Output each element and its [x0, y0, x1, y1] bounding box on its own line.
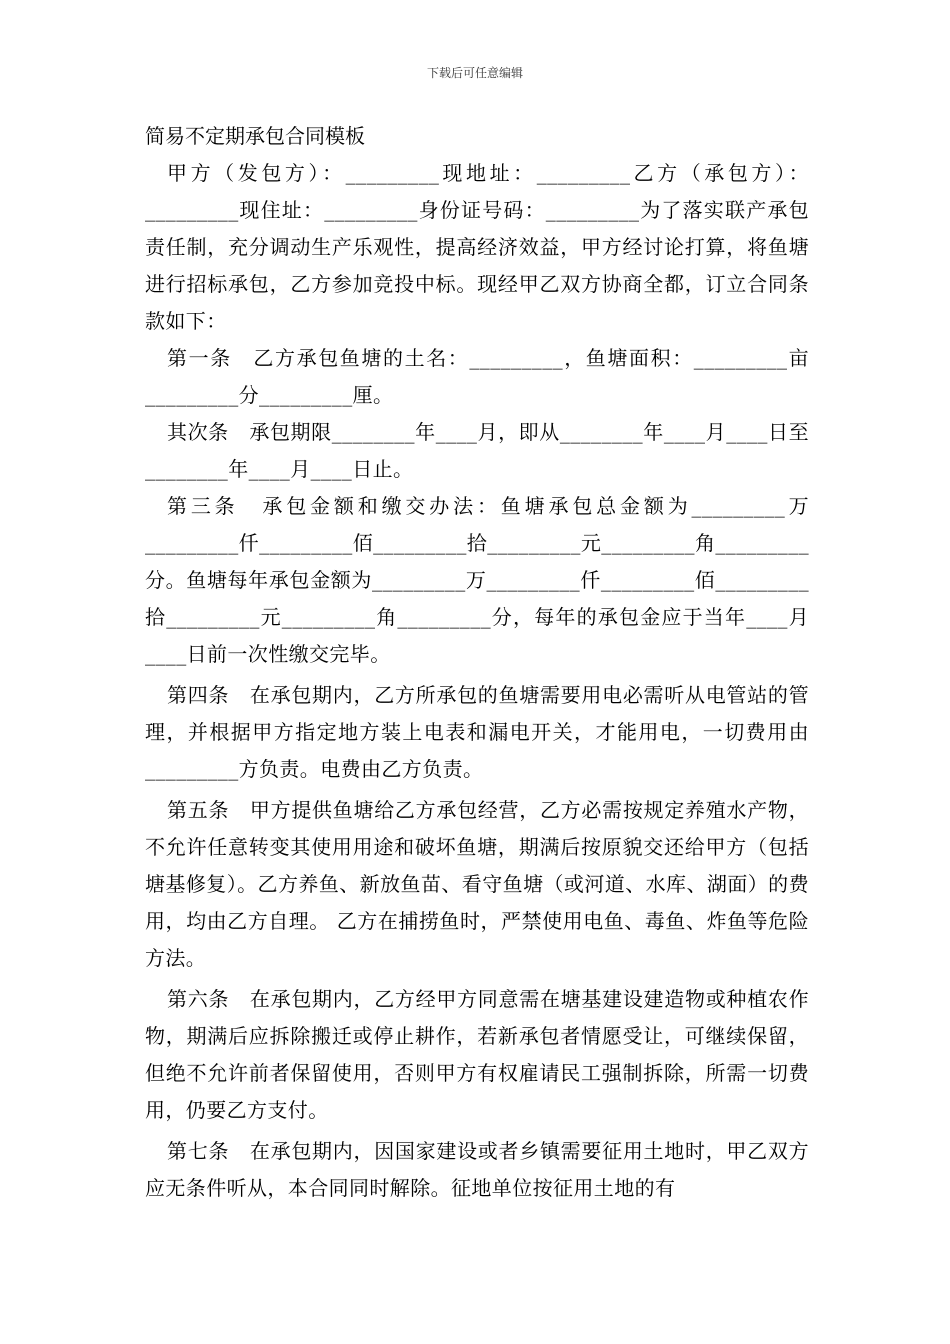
paragraph-article-7: 第七条 在承包期内，因国家建设或者乡镇需要征用土地时，甲乙双方应无条件听从，本合同同时解除。征地单位按征用土地的有 — [145, 1139, 809, 1200]
document-body — [145, 117, 809, 1207]
paragraph-parties: 甲方（发包方）：_________现地址：_________乙方（承包方）：_________现住址：_________身份证号码：_________为了落实联产承包责任制，充分调动生产乐观性，提高经济效益，甲方经讨论打算，将鱼塘进行招标承包，乙方参加竞投中标。现经甲乙双方协商全都，订立合同条款如下： — [145, 161, 809, 333]
paragraph-article-6: 第六条 在承包期内，乙方经甲方同意需在塘基建设建造物或种植农作物，期满后应拆除搬迁或停止耕作，若新承包者情愿受让，可继续保留，但绝不允许前者保留使用，否则甲方有权雇请民工强制拆除，所需一切费用，仍要乙方支付。 — [145, 987, 809, 1122]
page-header: 下载后可任意编辑 — [426, 66, 523, 80]
paragraph-article-5: 第五条 甲方提供鱼塘给乙方承包经营，乙方必需按规定养殖水产物，不允许任意转变其使用用途和破坏鱼塘，期满后按原貌交还给甲方（包括塘基修复）。乙方养鱼、新放鱼苗、看守鱼塘（或河道、水库、湖面）的费用，均由乙方自理。 乙方在捕捞鱼时，严禁使用电鱼、毒鱼、炸鱼等危险方法。 — [145, 798, 809, 970]
paragraph-article-2: 其次条 承包期限________年____月，即从________年____月____日至________年____月____日止。 — [145, 420, 809, 481]
paragraph-article-3: 第三条 承包金额和缴交办法：鱼塘承包总金额为_________万_________仟_________佰_________拾_________元_________角_________分。鱼塘每年承包金额为_________万_________仟_________佰_________拾_________元_________角_________分，每年的承包金应于当年____月____日前一次性缴交完毕。 — [145, 494, 809, 666]
paragraph-article-4: 第四条 在承包期内，乙方所承包的鱼塘需要用电必需听从电管站的管理，并根据甲方指定地方装上电表和漏电开关，才能用电，一切费用由_________方负责。电费由乙方负责。 — [145, 683, 809, 781]
document-title: 简易不定期承包合同模板 — [145, 124, 365, 148]
paragraph-article-1: 第一条 乙方承包鱼塘的土名：_________，鱼塘面积：_________亩_________分_________厘。 — [145, 346, 809, 407]
